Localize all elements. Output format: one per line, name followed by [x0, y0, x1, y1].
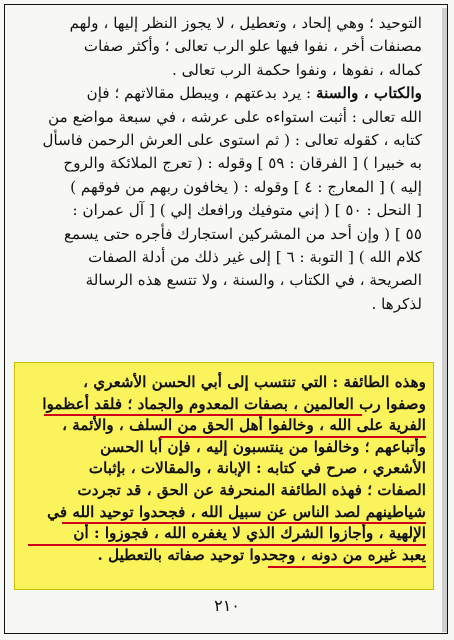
- body-text: [30, 12, 422, 316]
- text-line: كتابه ، كقوله تعالى : ( ثم استوى على العرش الرحمن فاسأل: [42, 130, 422, 149]
- highlighted-line: الأشعري ، صرح في كتابه : الإبانة ، والمقالات ، بإثبات: [88, 459, 426, 478]
- text-line: [ النحل : ٥٠ ] ( إني متوفيك ورافعك إلي ) [ آل عمران :: [72, 201, 422, 220]
- text-line: الله تعالى : أثبت استواءه على عرشه ، في سبعة مواضع من: [48, 107, 422, 126]
- text-line: الصريحة ، في الكتاب ، والسنة ، ولا تتسع هذه الرسالة: [85, 271, 422, 290]
- text-line: كماله ، نفوها ، ونفوا حكمة الرب تعالى .: [171, 60, 422, 79]
- text-line: كلام الله ) [ التوبة : ٦ ] إلى غير ذلك من أدلة الصفات: [88, 247, 422, 266]
- text-line: التوحيد ؛ وهي إلحاد ، وتعطيل ، لا يجوز النظر إليها ، ولهم: [69, 14, 422, 32]
- red-underline: [44, 414, 362, 416]
- text-line: مصنفات أخر ، نفوا فيها علو الرب تعالى ؛ وأكثر صفات: [83, 37, 422, 56]
- red-underline: [268, 566, 426, 568]
- text-line: ٥٥ ] ( وإن أحد من المشركين استجارك فأجره حتى يسمع: [63, 224, 422, 243]
- text-line: إليه ) [ المعارج : ٤ ] وقوله : ( يخافون ربهم من فوقهم ): [70, 177, 422, 196]
- highlighted-line: شياطينهم لصد الناس عن سبيل الله ، فجحدوا توحيد الله في: [47, 502, 426, 521]
- red-underline: [28, 544, 426, 546]
- text-line: به خبيرا ) [ الفرقان : ٥٩ ] وقوله : ( تعرج الملائكة والروح: [63, 154, 422, 173]
- red-underline: [62, 522, 426, 524]
- page-number: ٢١٠: [214, 596, 240, 615]
- text-line: لذكرها .: [371, 294, 422, 313]
- text-line: [30, 82, 422, 105]
- highlighted-line: وهذه الطائفة : التي تنتسب إلى أبي الحسن الأشعري ،: [83, 373, 426, 391]
- highlighted-line: الإلهية ، وأجازوا الشرك الذي لا يغفره الله ، فجوزوا : أن: [73, 524, 426, 543]
- highlighted-line: وصفوا رب العالمين ، بصفات المعدوم والجماد ؛ فلقد أعظموا: [42, 394, 426, 413]
- highlighted-line: الصفات ؛ فهذه الطائفة المنحرفة عن الحق ، قد تجردت: [77, 480, 426, 499]
- highlighted-line: وأتباعهم ؛ وخالفوا من ينتسبون إليه ، فإن أبا الحسن: [100, 437, 426, 456]
- highlighted-line: يعبد غيره من دونه ، وجحدوا توحيد صفاته بالتعطيل .: [97, 545, 426, 564]
- paragraph-heading: والكتاب ، والسنة: [315, 84, 422, 103]
- highlighted-text: [28, 372, 426, 566]
- highlighted-line: الفرية على الله ، وخالفوا أهل الحق من السلف ، والأئمة ،: [62, 416, 426, 435]
- red-underline: [160, 436, 426, 438]
- text-fragment: : يرد بدعتهم ، ويبطل مقالاتهم ؛ فإن: [86, 84, 316, 103]
